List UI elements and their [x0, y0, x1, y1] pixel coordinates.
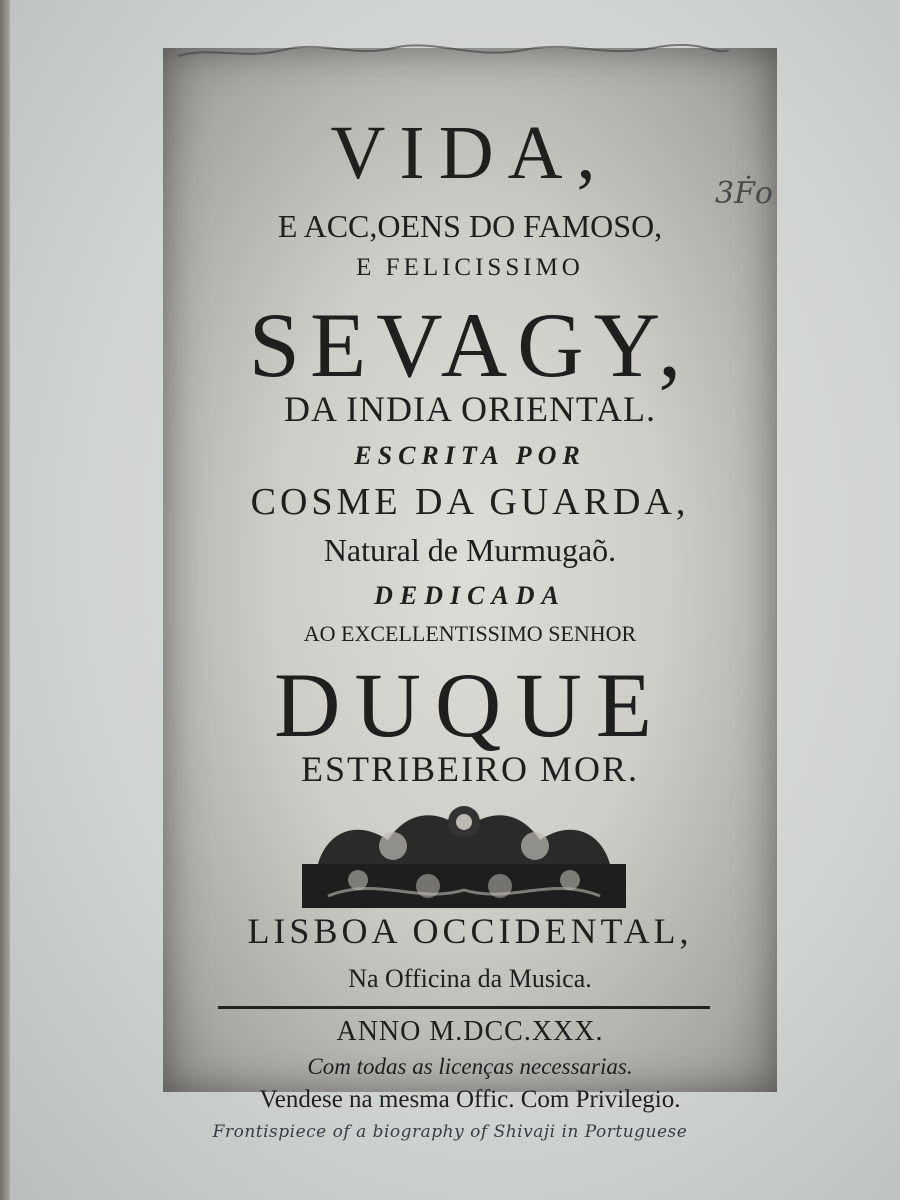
figure-caption: Frontispiece of a biography of Shivaji in Portuguese: [212, 1122, 688, 1142]
divider-rule: [218, 1006, 710, 1009]
title-excellentissimo: AO EXCELLENTISSIMO SENHOR: [303, 621, 637, 646]
title-accoens: E ACC,OENS DO FAMOSO,: [277, 208, 663, 244]
title-escrita-por: ESCRITA POR: [354, 441, 586, 470]
imprint-officina: Na Officina da Musica.: [348, 964, 592, 993]
imprint-lisboa: LISBOA OCCIDENTAL,: [247, 911, 693, 951]
imprint-vende: Vendese na mesma Offic. Com Privilegio.: [259, 1086, 681, 1113]
pencil-mark: 3Ḟo: [715, 176, 773, 211]
frontispiece-plate: [163, 48, 777, 1113]
imprint-year: ANNO M.DCC.XXX.: [336, 1016, 604, 1047]
title-india-oriental: DA INDIA ORIENTAL.: [283, 389, 657, 429]
title-estribeiro: ESTRIBEIRO MOR.: [300, 749, 640, 789]
book-spine-edge: [0, 0, 10, 1200]
imprint-licencas: Com todas as licenças necessarias.: [307, 1054, 633, 1079]
title-dedicada: DEDICADA: [374, 581, 566, 610]
title-felicissimo: E FELICISSIMO: [356, 254, 584, 281]
title-vida: VIDA,: [330, 111, 610, 195]
title-duque: DUQUE: [274, 654, 666, 756]
title-natural: Natural de Murmugaõ.: [323, 532, 617, 568]
title-sevagy: SEVAGY,: [248, 294, 692, 396]
title-author: COSME DA GUARDA,: [250, 481, 690, 523]
floral-woodcut-ornament-icon: [298, 800, 630, 912]
handwritten-scrawl: [173, 42, 733, 64]
